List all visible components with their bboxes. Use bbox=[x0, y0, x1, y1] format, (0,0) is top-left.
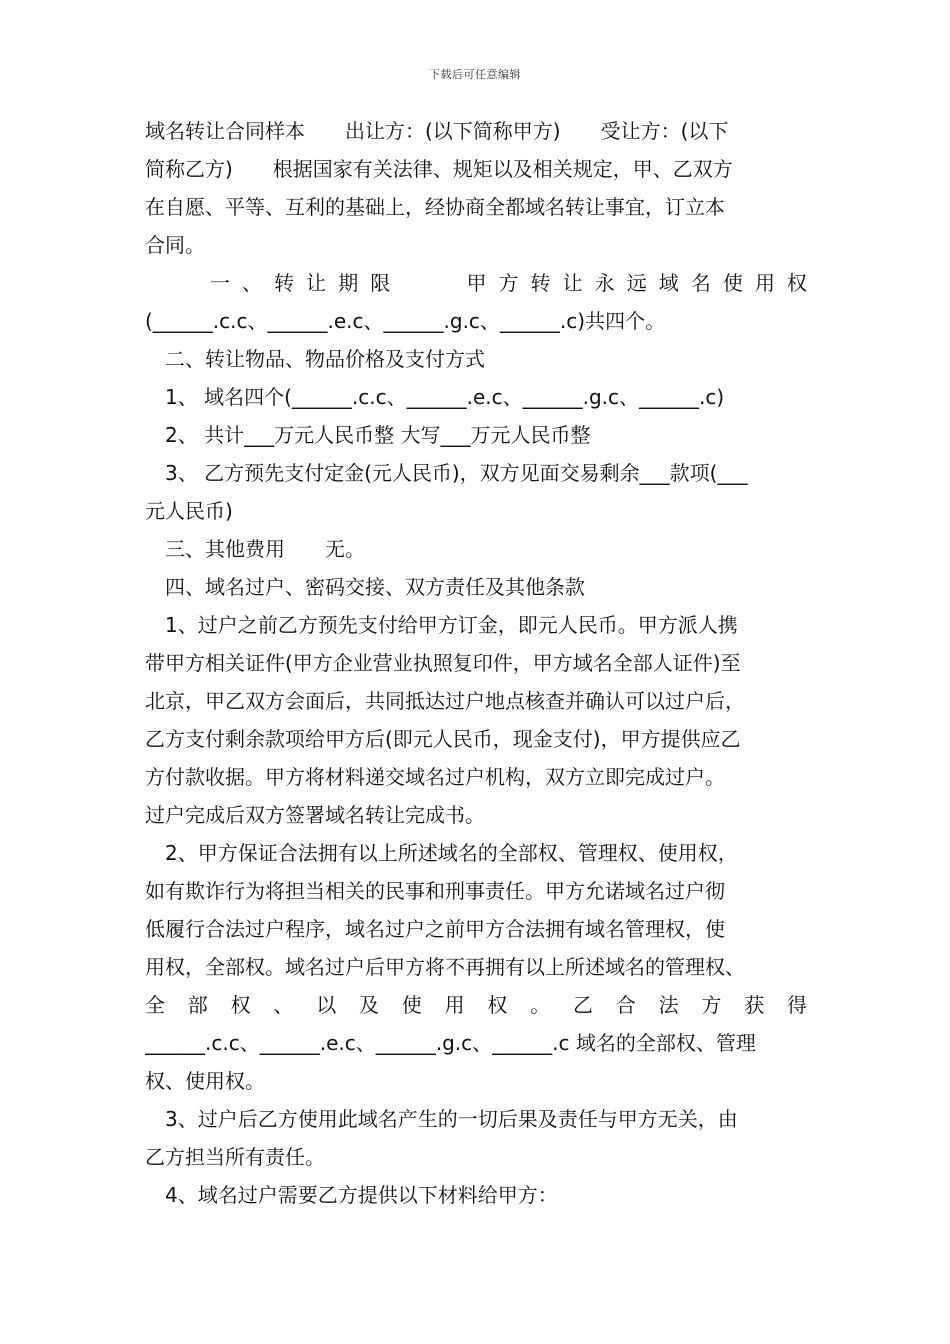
text-line: 权、使用权。 bbox=[145, 1069, 265, 1093]
text-line: 域名转让合同样本 出让方：(以下简称甲方) 受让方：(以下 bbox=[145, 119, 729, 143]
text-line: 过户完成后双方签署域名转让完成书。 bbox=[145, 803, 485, 827]
text-line: 简称乙方) 根据国家有关法律、规矩以及相关规定，甲、乙双方 bbox=[145, 157, 733, 181]
text-line: 3、 乙方预先支付定金(元人民币)，双方见面交易剩余___款项(___ bbox=[165, 461, 748, 485]
section-heading-transfer: 四、域名过户、密码交接、双方责任及其他条款 bbox=[165, 575, 585, 599]
section-heading-term: 一、转让期限 甲方转让永远域名使用权 bbox=[210, 271, 807, 295]
section-heading-fees: 三、其他费用 无。 bbox=[165, 537, 365, 561]
text-line: 方付款收据。甲方将材料递交域名过户机构，双方立即完成过户。 bbox=[145, 765, 725, 789]
text-line: 3、过户后乙方使用此域名产生的一切后果及责任与甲方无关，由 bbox=[165, 1107, 738, 1131]
text-line: 2、 共计___万元人民币整 大写___万元人民币整 bbox=[165, 423, 591, 447]
text-line: 1、过户之前乙方预先支付给甲方订金，即元人民币。甲方派人携 bbox=[165, 613, 738, 637]
text-line: 用权，全部权。域名过户后甲方将不再拥有以上所述域名的管理权、 bbox=[145, 955, 745, 979]
text-line: 2、甲方保证合法拥有以上所述域名的全部权、管理权、使用权， bbox=[165, 841, 738, 865]
text-line: 4、域名过户需要乙方提供以下材料给甲方： bbox=[165, 1183, 558, 1207]
text-line: 低履行合法过户程序，域名过户之前甲方合法拥有域名管理权，使 bbox=[145, 917, 725, 941]
document-body bbox=[145, 112, 807, 1214]
text-line: (______.c.c、______.e.c、______.g.c、______.c)共四个。 bbox=[145, 309, 666, 333]
text-line: 1、 域名四个(______.c.c、______.e.c、______.g.c、______.c) bbox=[165, 385, 725, 409]
text-line: 合同。 bbox=[145, 233, 205, 257]
text-line: ______.c.c、______.e.c、______.g.c、______.c 域名的全部权、管理 bbox=[145, 1031, 756, 1055]
text-line: 乙方担当所有责任。 bbox=[145, 1145, 325, 1169]
page-header: 下载后可任意编辑 bbox=[429, 68, 521, 81]
text-line: 北京，甲乙双方会面后，共同抵达过户地点核查并确认可以过户后， bbox=[145, 689, 745, 713]
text-line: 元人民币) bbox=[145, 499, 233, 523]
text-line: 在自愿、平等、互利的基础上，经协商全都域名转让事宜，订立本 bbox=[145, 195, 725, 219]
text-line: 全部权、以及使用权。乙合法方获得 bbox=[145, 993, 807, 1017]
text-line: 乙方支付剩余款项给甲方后(即元人民币，现金支付)，甲方提供应乙 bbox=[145, 727, 741, 751]
text-line: 如有欺诈行为将担当相关的民事和刑事责任。甲方允诺域名过户彻 bbox=[145, 879, 725, 903]
text-line: 带甲方相关证件(甲方企业营业执照复印件，甲方域名全部人证件)至 bbox=[145, 651, 741, 675]
section-heading-items: 二、转让物品、物品价格及支付方式 bbox=[165, 347, 485, 371]
